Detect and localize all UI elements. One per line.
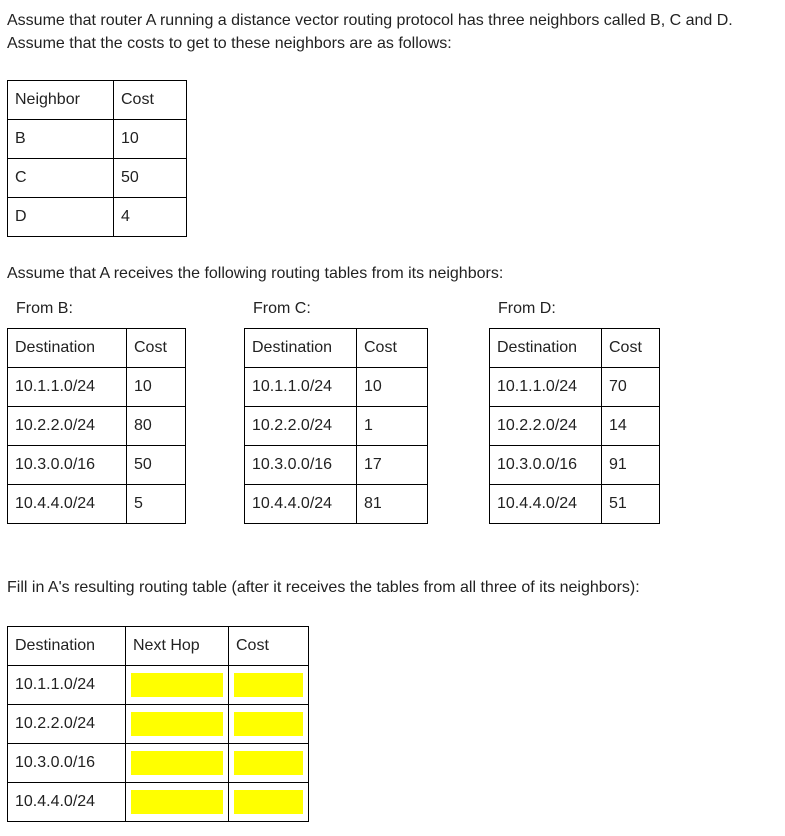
destination-cell: 10.3.0.0/16: [8, 446, 127, 485]
table-row: [245, 485, 428, 524]
header-cell-next-hop: Next Hop: [126, 627, 229, 666]
cost-cell: 10: [127, 368, 186, 407]
destination-cell: 10.1.1.0/24: [8, 368, 127, 407]
table-header-row: [8, 329, 186, 368]
neighbor-cost-table: [7, 80, 187, 237]
cost-cell: 10: [357, 368, 428, 407]
answer-highlight: [131, 673, 223, 697]
table-row: [8, 666, 309, 705]
table-row: [8, 783, 309, 822]
header-cell-cost: Cost: [602, 329, 660, 368]
intro-paragraph: Assume that router A running a distance vector routing protocol has three neighbors called B, C and D. Assume that the costs to get to these neighbors are as follows:: [7, 12, 733, 52]
neighbor-cell: C: [8, 159, 114, 198]
header-cell-destination: Destination: [245, 329, 357, 368]
cost-answer-cell[interactable]: [229, 705, 309, 744]
header-cell-cost: Cost: [229, 627, 309, 666]
destination-cell: 10.3.0.0/16: [245, 446, 357, 485]
table-row: [245, 407, 428, 446]
destination-cell: 10.2.2.0/24: [490, 407, 602, 446]
header-cell-cost: Cost: [114, 81, 187, 120]
table-row: [8, 705, 309, 744]
table-row: [490, 446, 660, 485]
cost-cell: 70: [602, 368, 660, 407]
cost-cell: 5: [127, 485, 186, 524]
destination-cell: 10.4.4.0/24: [245, 485, 357, 524]
table-header-row: [490, 329, 660, 368]
from-d-label: From D:: [498, 300, 556, 317]
table-row: [8, 407, 186, 446]
next-hop-answer-cell[interactable]: [126, 783, 229, 822]
next-hop-answer-cell[interactable]: [126, 666, 229, 705]
cost-cell: 10: [114, 120, 187, 159]
table-header-row: [8, 627, 309, 666]
destination-cell: 10.1.1.0/24: [490, 368, 602, 407]
answer-highlight: [234, 712, 303, 736]
cost-cell: 80: [127, 407, 186, 446]
fill-in-paragraph: Fill in A's resulting routing table (after it receives the tables from all three of its neighbors):: [7, 579, 640, 596]
destination-cell: 10.2.2.0/24: [8, 407, 127, 446]
header-cell-neighbor: Neighbor: [8, 81, 114, 120]
table-row: [490, 407, 660, 446]
destination-cell: 10.1.1.0/24: [8, 666, 126, 705]
header-cell-cost: Cost: [357, 329, 428, 368]
answer-highlight: [234, 751, 303, 775]
answer-highlight: [131, 790, 223, 814]
destination-cell: 10.2.2.0/24: [245, 407, 357, 446]
from-c-label: From C:: [253, 300, 311, 317]
header-cell-cost: Cost: [127, 329, 186, 368]
destination-cell: 10.4.4.0/24: [8, 485, 127, 524]
from-b-routing-table: [7, 328, 186, 524]
cost-cell: 17: [357, 446, 428, 485]
cost-cell: 1: [357, 407, 428, 446]
destination-cell: 10.4.4.0/24: [8, 783, 126, 822]
destination-cell: 10.4.4.0/24: [490, 485, 602, 524]
destination-cell: 10.2.2.0/24: [8, 705, 126, 744]
answer-highlight: [234, 790, 303, 814]
table-header-row: [8, 81, 187, 120]
cost-cell: 50: [127, 446, 186, 485]
table-row: [490, 485, 660, 524]
table-row: [245, 368, 428, 407]
neighbor-cell: B: [8, 120, 114, 159]
header-cell-destination: Destination: [8, 329, 127, 368]
cost-answer-cell[interactable]: [229, 744, 309, 783]
from-d-routing-table: [489, 328, 660, 524]
header-cell-destination: Destination: [490, 329, 602, 368]
cost-cell: 91: [602, 446, 660, 485]
cost-answer-cell[interactable]: [229, 666, 309, 705]
cost-cell: 51: [602, 485, 660, 524]
destination-cell: 10.3.0.0/16: [8, 744, 126, 783]
next-hop-answer-cell[interactable]: [126, 705, 229, 744]
answer-highlight: [131, 751, 223, 775]
cost-cell: 14: [602, 407, 660, 446]
receives-paragraph: Assume that A receives the following routing tables from its neighbors:: [7, 265, 504, 282]
from-b-label: From B:: [16, 300, 73, 317]
table-row: [8, 368, 186, 407]
table-row: [490, 368, 660, 407]
table-row: [8, 198, 187, 237]
from-c-routing-table: [244, 328, 428, 524]
neighbor-cell: D: [8, 198, 114, 237]
answer-highlight: [131, 712, 223, 736]
table-row: [245, 446, 428, 485]
table-row: [8, 446, 186, 485]
cost-cell: 50: [114, 159, 187, 198]
cost-answer-cell[interactable]: [229, 783, 309, 822]
table-row: [8, 744, 309, 783]
table-row: [8, 485, 186, 524]
answer-highlight: [234, 673, 303, 697]
cost-cell: 81: [357, 485, 428, 524]
cost-cell: 4: [114, 198, 187, 237]
next-hop-answer-cell[interactable]: [126, 744, 229, 783]
table-header-row: [245, 329, 428, 368]
result-routing-table: [7, 626, 309, 822]
table-row: [8, 159, 187, 198]
header-cell-destination: Destination: [8, 627, 126, 666]
destination-cell: 10.1.1.0/24: [245, 368, 357, 407]
table-row: [8, 120, 187, 159]
destination-cell: 10.3.0.0/16: [490, 446, 602, 485]
